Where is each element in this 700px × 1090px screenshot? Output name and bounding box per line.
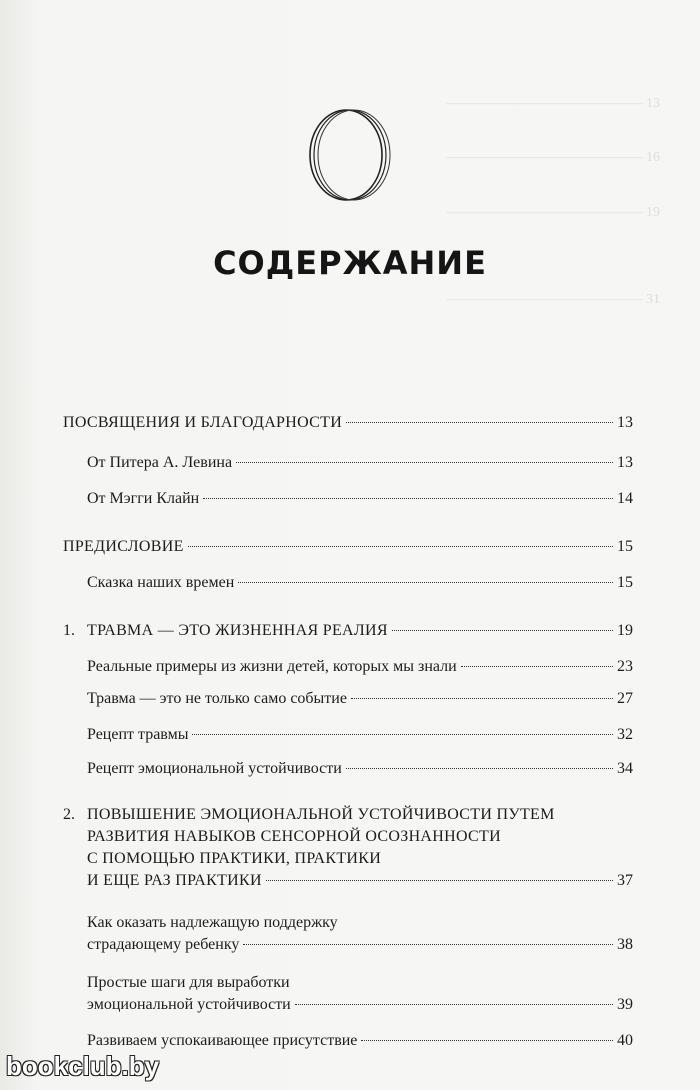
toc-entry-ch1-not-event[interactable] <box>87 688 633 710</box>
toc-entry-title-line: И ЕЩЕ РАЗ ПРАКТИКИ <box>87 872 262 889</box>
leader-dots <box>236 462 613 463</box>
leader-dots <box>461 666 613 667</box>
toc-entry-title: Рецепт эмоциональной устойчивости <box>87 760 342 777</box>
bleed-through-line: —————————————— 16 <box>446 150 660 165</box>
leader-dots <box>346 768 613 769</box>
bleed-through-line: —————————————— 19 <box>446 205 660 220</box>
toc-entry-preface[interactable] <box>63 536 633 558</box>
leader-dots <box>203 498 613 499</box>
toc-page-number: 23 <box>617 658 633 675</box>
toc-entry-ch2-steps[interactable] <box>87 972 633 1016</box>
chapter-number: 2. <box>63 806 75 823</box>
toc-entry-title-line: страдающему ребенку <box>87 936 240 953</box>
toc-entry-dedications[interactable] <box>63 412 633 434</box>
toc-entry-title-line: эмоциональной устойчивости <box>87 996 291 1013</box>
leader-dots <box>238 582 613 583</box>
toc-entry-ch2-support[interactable] <box>87 912 633 956</box>
watermark-logo: bookclub.by <box>6 1051 160 1081</box>
leader-dots <box>351 698 613 699</box>
toc-entry-title-line: Как оказать надлежащую поддержку <box>87 914 338 931</box>
toc-entry-chapter-2[interactable] <box>63 804 633 892</box>
toc-entry-ch1-recipe-trauma[interactable] <box>87 724 633 746</box>
toc-entry-title: Рецепт травмы <box>87 726 189 743</box>
toc-page-number: 13 <box>617 414 633 431</box>
toc-entry-fairy-tale[interactable] <box>87 572 633 594</box>
toc-entry-title-line: РАЗВИТИЯ НАВЫКОВ СЕНСОРНОЙ ОСОЗНАННОСТИ <box>87 828 501 845</box>
leader-dots <box>295 1004 613 1005</box>
toc-page-number: 14 <box>617 490 633 507</box>
toc-entry-ch1-recipe-resilience[interactable] <box>87 758 633 780</box>
leader-dots <box>192 734 613 735</box>
toc-entry-chapter-1[interactable] <box>63 620 633 642</box>
chapter-number: 1. <box>63 622 75 639</box>
toc-page-number: 19 <box>617 622 633 639</box>
leader-dots <box>266 880 613 881</box>
leader-dots <box>361 1040 613 1041</box>
toc-page-number: 39 <box>617 996 633 1013</box>
toc-entry-title: От Мэгги Клайн <box>87 490 200 507</box>
rings-ornament-icon <box>298 100 398 210</box>
leader-dots <box>188 546 613 547</box>
toc-page-number: 40 <box>617 1032 633 1049</box>
toc-page-number: 37 <box>617 872 633 889</box>
toc-page-number: 34 <box>617 760 633 777</box>
toc-entry-from-kline[interactable] <box>87 488 633 510</box>
toc-entry-title: Травма — это не только само событие <box>87 690 347 707</box>
toc-page-number: 15 <box>617 574 633 591</box>
toc-entry-title: ПРЕДИСЛОВИЕ <box>63 538 184 555</box>
toc-page-number: 32 <box>617 726 633 743</box>
toc-entry-title-line: С ПОМОЩЬЮ ПРАКТИКИ, ПРАКТИКИ <box>87 850 382 867</box>
toc-entry-title-line: Простые шаги для выработки <box>87 974 290 991</box>
toc-entry-title: Развиваем успокаивающее присутствие <box>87 1032 358 1049</box>
toc-entry-title: Сказка наших времен <box>87 574 235 591</box>
toc-page-number: 38 <box>617 936 633 953</box>
toc-entry-title: ТРАВМА — ЭТО ЖИЗНЕННАЯ РЕАЛИЯ <box>87 622 388 639</box>
toc-entry-from-levine[interactable] <box>87 452 633 474</box>
toc-entry-title: От Питера А. Левина <box>87 454 233 471</box>
toc-page-number: 13 <box>617 454 633 471</box>
toc-page-number: 27 <box>617 690 633 707</box>
toc-entry-title: Реальные примеры из жизни детей, которых мы знали <box>87 658 457 675</box>
leader-dots <box>392 630 613 631</box>
page-title: СОДЕРЖАНИЕ <box>213 244 487 282</box>
toc-entry-ch2-calming[interactable] <box>87 1030 633 1052</box>
bleed-through-line: —————————————— 31 <box>446 292 660 307</box>
toc-entry-title: ПОСВЯЩЕНИЯ И БЛАГОДАРНОСТИ <box>63 414 343 431</box>
toc-page-number: 15 <box>617 538 633 555</box>
leader-dots <box>346 422 613 423</box>
bleed-through-line: —————————————— 13 <box>446 96 660 111</box>
toc-entry-title-line: ПОВЫШЕНИЕ ЭМОЦИОНАЛЬНОЙ УСТОЙЧИВОСТИ ПУТЕМ <box>87 806 555 823</box>
leader-dots <box>243 944 613 945</box>
toc-entry-ch1-examples[interactable] <box>87 656 633 678</box>
